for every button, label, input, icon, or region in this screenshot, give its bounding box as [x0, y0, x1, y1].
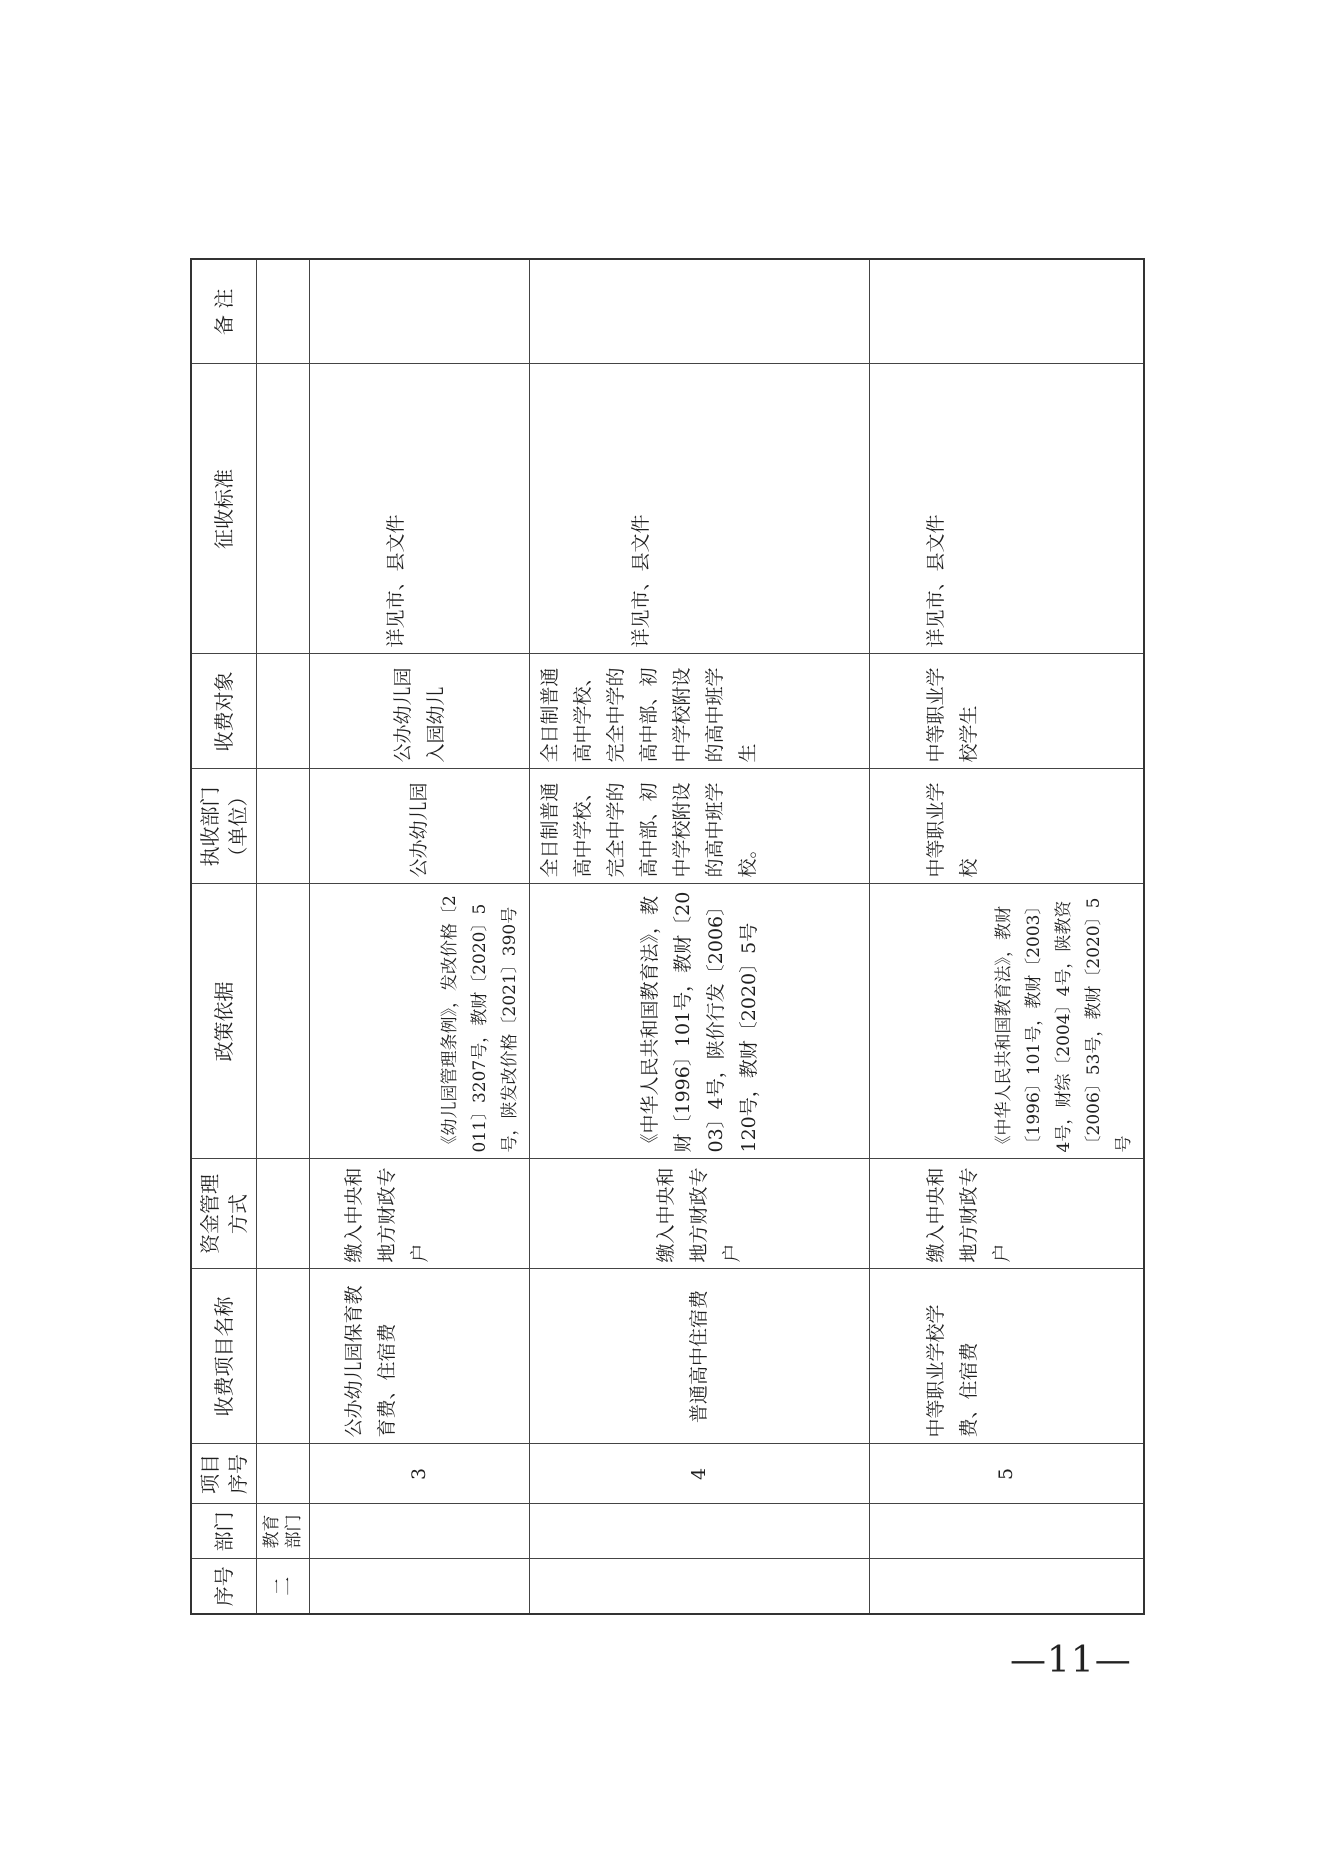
collector: 中等职业学校 — [870, 769, 1144, 884]
empty-cell — [870, 1559, 1144, 1614]
empty-cell — [257, 364, 310, 654]
empty-cell — [257, 1444, 310, 1504]
section-row — [257, 259, 310, 1614]
page-number: —11— — [1010, 1640, 1132, 1681]
empty-cell — [257, 259, 310, 364]
fee-standard: 详见市、县文件 — [310, 364, 530, 654]
header-row — [191, 259, 257, 1614]
remark — [530, 259, 870, 364]
header-seq: 序号 — [191, 1559, 257, 1614]
item-no: 5 — [870, 1444, 1144, 1504]
empty-cell — [257, 1269, 310, 1444]
header-fund-mgmt: 资金管理方式 — [191, 1159, 257, 1269]
empty-cell — [310, 1559, 530, 1614]
header-collector: 执收部门（单位） — [191, 769, 257, 884]
header-item-no: 项目序号 — [191, 1444, 257, 1504]
item-name: 普通高中住宿费 — [530, 1269, 870, 1444]
empty-cell — [257, 769, 310, 884]
item-name: 中等职业学校学费、住宿费 — [870, 1269, 1144, 1444]
header-target: 收费对象 — [191, 654, 257, 769]
header-remark: 备 注 — [191, 259, 257, 364]
remark — [870, 259, 1144, 364]
empty-cell — [310, 1504, 530, 1559]
section-seq: 二 — [257, 1559, 310, 1614]
empty-cell — [257, 654, 310, 769]
collector: 公办幼儿园 — [310, 769, 530, 884]
fee-target: 中等职业学校学生 — [870, 654, 1144, 769]
fund-mgmt: 缴入中央和地方财政专户 — [310, 1159, 530, 1269]
collector: 全日制普通高中学校、完全中学的高中部、初中学校附设的高中班学校。 — [530, 769, 870, 884]
item-no: 3 — [310, 1444, 530, 1504]
fee-standard: 详见市、县文件 — [530, 364, 870, 654]
fee-table — [190, 258, 1145, 1615]
item-no: 4 — [530, 1444, 870, 1504]
section-dept: 教育部门 — [257, 1504, 310, 1559]
header-dept: 部门 — [191, 1504, 257, 1559]
rotated-table-container — [190, 260, 1134, 1615]
policy-basis: 《中华人民共和国教育法》，教财〔1996〕101号，教财〔2003〕4号，财综〔2004〕4号，陕教资〔2006〕53号，教财〔2020〕5号 — [870, 884, 1144, 1159]
table-row — [530, 259, 870, 1614]
header-item-name: 收费项目名称 — [191, 1269, 257, 1444]
item-name: 公办幼儿园保育教育费、住宿费 — [310, 1269, 530, 1444]
fee-target: 公办幼儿园入园幼儿 — [310, 654, 530, 769]
fund-mgmt: 缴入中央和地方财政专户 — [870, 1159, 1144, 1269]
empty-cell — [257, 1159, 310, 1269]
header-standard: 征收标准 — [191, 364, 257, 654]
table-row — [870, 259, 1144, 1614]
empty-cell — [530, 1504, 870, 1559]
header-policy: 政策依据 — [191, 884, 257, 1159]
policy-basis: 《幼儿园管理条例》，发改价格〔2011〕3207号，教财〔2020〕5号，陕发改价格〔2021〕390号 — [310, 884, 530, 1159]
empty-cell — [530, 1559, 870, 1614]
table-row — [310, 259, 530, 1614]
fund-mgmt: 缴入中央和地方财政专户 — [530, 1159, 870, 1269]
fee-standard: 详见市、县文件 — [870, 364, 1144, 654]
empty-cell — [257, 884, 310, 1159]
remark — [310, 259, 530, 364]
empty-cell — [870, 1504, 1144, 1559]
fee-target: 全日制普通高中学校、完全中学的高中部、初中学校附设的高中班学生 — [530, 654, 870, 769]
policy-basis: 《中华人民共和国教育法》，教财〔1996〕101号，教财〔2003〕4号，陕价行发〔2006〕120号，教财〔2020〕5号 — [530, 884, 870, 1159]
